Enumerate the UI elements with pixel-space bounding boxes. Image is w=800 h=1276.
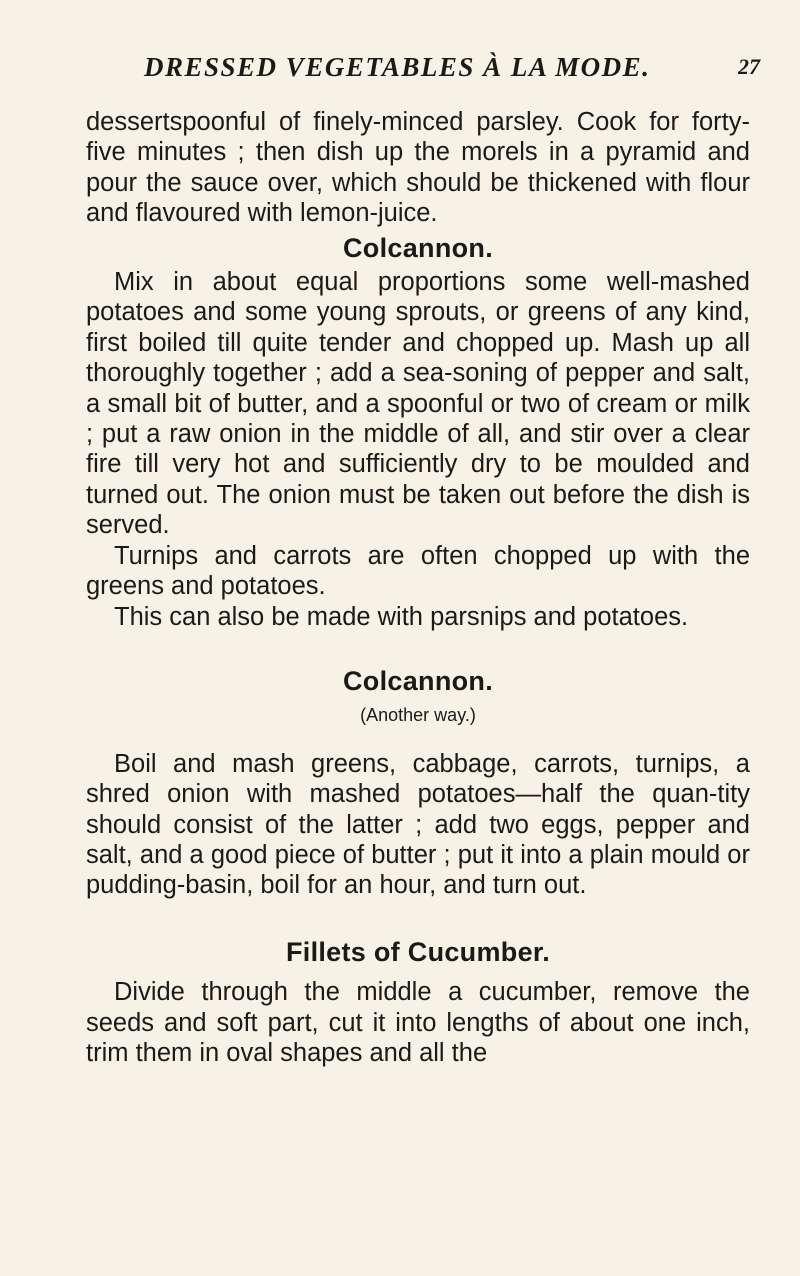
running-head: [144, 52, 760, 88]
recipe-title-colcannon-another-way: Colcannon.: [343, 665, 493, 696]
recipe-paragraph: Boil and mash greens, cabbage, carrots, turnips, a shred onion with mashed potatoes—half the quan-tity should consist of the latter ; add two eggs, pepper and salt, and a good piece of butter ; put it into a plain mould or pudding-basin, boil for an hour, and turn out.: [86, 749, 750, 900]
running-title: DRESSED VEGETABLES À LA MODE.: [144, 52, 651, 82]
recipe-paragraph: Mix in about equal proportions some well-mashed potatoes and some young sprouts, or greens of any kind, first boiled till quite tender and chopped up. Mash up all thoroughly together ; add a sea-soning of pepper and salt, a small bit of butter, and a spoonful or two of cream or milk ; put a raw onion in the middle of all, and stir over a clear fire till very hot and sufficiently dry to be moulded and turned out. The onion must be taken out before the dish is served.: [86, 268, 750, 540]
recipe-paragraph: This can also be made with parsnips and potatoes.: [114, 602, 689, 631]
page-number: 27: [738, 54, 760, 79]
recipe-title-fillets-of-cucumber: Fillets of Cucumber.: [285, 936, 551, 967]
recipe-paragraph: Turnips and carrots are often chopped up with the greens and potatoes.: [86, 541, 750, 601]
recipe-paragraph: Divide through the middle a cucumber, remove the seeds and soft part, cut it into lengths of about one inch, trim them in oval shapes and all the: [86, 978, 750, 1067]
continued-paragraph: dessertspoonful of finely-minced parsley. Cook for forty-five minutes ; then dish up the morels in a pyramid and pour the sauce over, which should be thickened with flour and flavoured with lemon-juice.: [86, 108, 750, 228]
recipe-title-colcannon: Colcannon.: [343, 232, 493, 263]
page-body: [86, 107, 750, 1068]
recipe-subtitle: (Another way.): [360, 705, 476, 726]
